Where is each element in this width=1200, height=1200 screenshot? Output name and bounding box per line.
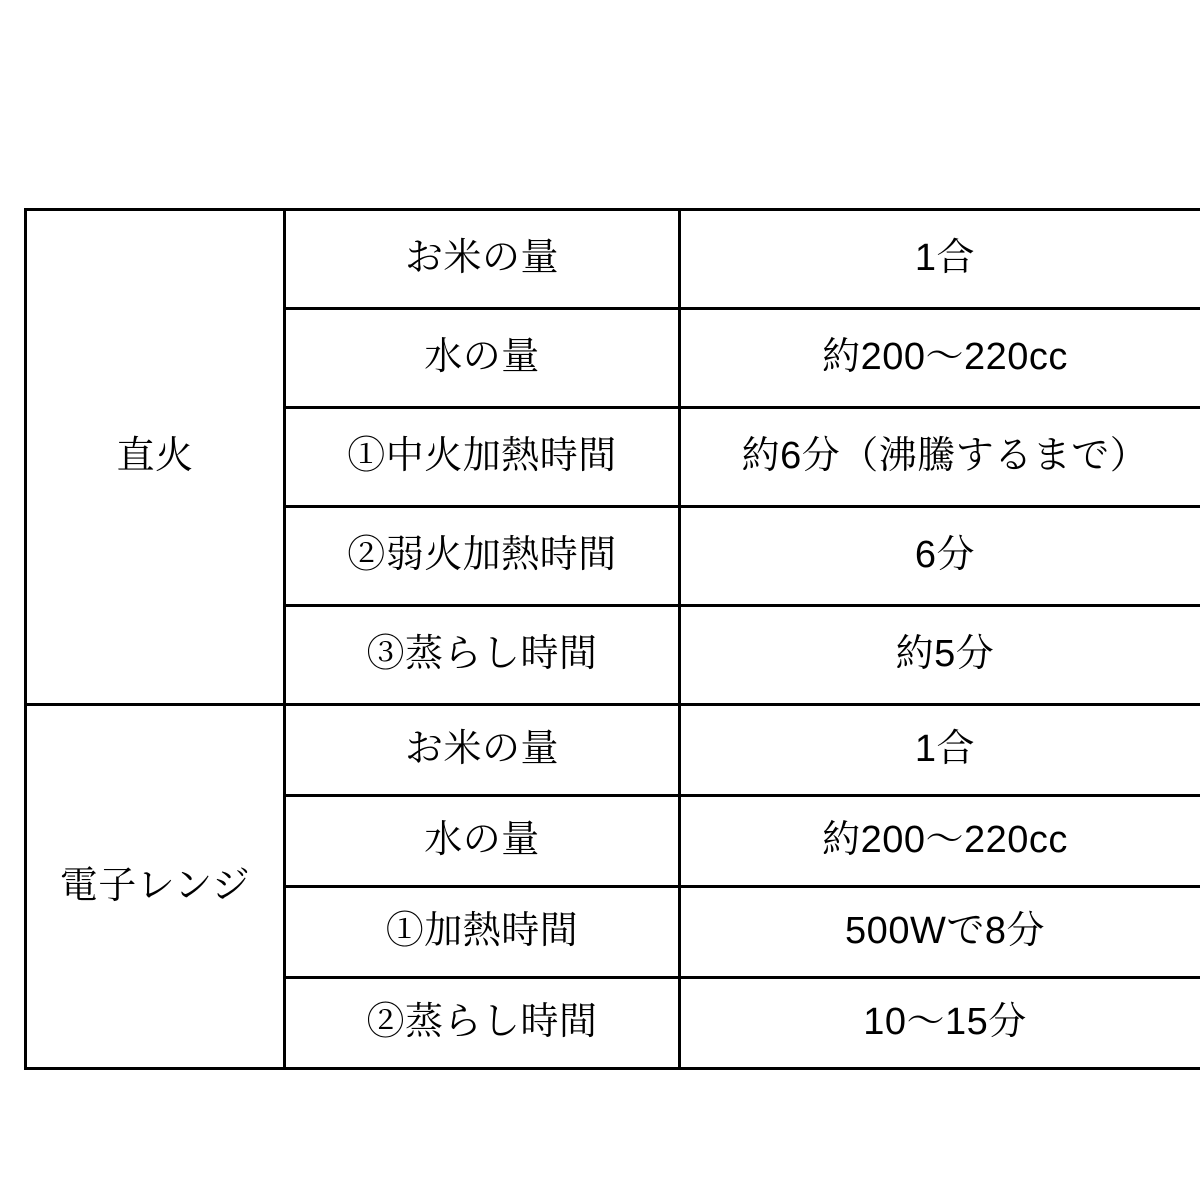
row-value: 1合 <box>680 705 1200 796</box>
method-label-microwave: 電子レンジ <box>26 705 285 1069</box>
table-row <box>26 705 1200 796</box>
row-label: 水の量 <box>285 309 680 408</box>
row-value: 500Wで8分 <box>680 887 1200 978</box>
row-label: ①中火加熱時間 <box>285 408 680 507</box>
row-label: ②蒸らし時間 <box>285 978 680 1069</box>
row-label: ①加熱時間 <box>285 887 680 978</box>
row-value: 6分 <box>680 507 1200 606</box>
table-row <box>26 210 1200 309</box>
method-label-direct-fire: 直火 <box>26 210 285 705</box>
row-value: 約200〜220cc <box>680 796 1200 887</box>
row-value: 約5分 <box>680 606 1200 705</box>
cooking-time-table-wrapper <box>24 208 1176 1070</box>
row-label: お米の量 <box>285 210 680 309</box>
row-value: 10〜15分 <box>680 978 1200 1069</box>
row-value: 約6分（沸騰するまで） <box>680 408 1200 507</box>
row-label: お米の量 <box>285 705 680 796</box>
row-label: ②弱火加熱時間 <box>285 507 680 606</box>
row-value: 約200〜220cc <box>680 309 1200 408</box>
cooking-time-table <box>24 208 1200 1070</box>
row-label: 水の量 <box>285 796 680 887</box>
row-label: ③蒸らし時間 <box>285 606 680 705</box>
row-value: 1合 <box>680 210 1200 309</box>
